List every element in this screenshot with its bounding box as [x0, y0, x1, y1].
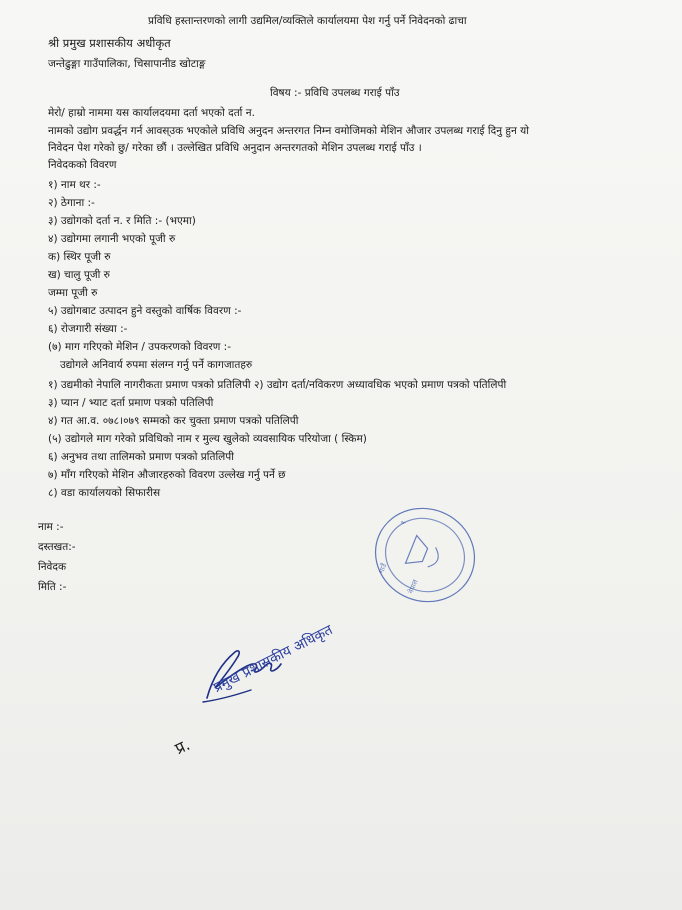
attachment-item: १) उद्यमीको नेपालि नागरीकता प्रमाण पत्रको प्रतिलिपी २) उद्योग दर्ता/नविकरण अध्यावधिक भएको प्रमाण पत्रको पतिलिपी — [48, 379, 507, 391]
detail-item: ६) रोजगारी संख्या :- — [48, 323, 128, 335]
recipient-name: श्री प्रमुख प्रशासकीय अधीकृत — [48, 36, 171, 50]
sig-date-label: मिति :- — [38, 581, 67, 593]
sig-name-label: नाम :- — [38, 521, 64, 533]
attachment-item: ७) माँग गरिएको मेशिन औजारहरुको विवरण उल्लेख गर्नु पर्ने छ — [48, 469, 286, 481]
detail-item: ४) उद्योगमा लगानी भएको पूजी रु — [48, 233, 176, 245]
attachment-item: ४) गत आ.व. ०७८।०७९ सम्मको कर चुक्ता प्रमाण पत्रको पतिलिपी — [48, 415, 299, 427]
subject-line: विषय :- प्रविधि उपलब्ध गराई पाँउ — [270, 87, 400, 99]
detail-item: ३) उद्योगको दर्ता न. र मिति :- (भएमा) — [48, 215, 196, 227]
attachment-item: ३) प्यान / भ्याट दर्ता प्रमाण पत्रको पतिलिपी — [48, 397, 214, 409]
details-heading: निवेदकको विवरण — [48, 159, 117, 171]
document-title: प्रविधि हस्तान्तरणको लागी उद्यमिल/व्यक्तिले कार्यालयमा पेश गर्नु पर्ने निवेदनको ढाचा — [148, 15, 467, 27]
svg-text:गाउँ: गाउँ — [377, 562, 389, 575]
officer-title: प्रमुख प्रशासकीय अधिकृत — [210, 622, 336, 697]
intro-line-2: नामको उद्योग प्रवर्द्धन गर्न आवस्उक भएकोले प्रविधि अनुदन अन्तरगत निम्न वमोजिमको मेशिन औजार उपलब्ध गराई दिनु हुन यो — [48, 125, 529, 137]
attachment-item: (५) उद्योगले माग गरेको प्रविधिको नाम र मुल्य खुलेको व्यवसायिक परियोजा ( स्किम) — [48, 433, 367, 445]
detail-item: जम्मा पूजी रु — [48, 287, 98, 299]
sig-signature-label: दस्तखत:- — [38, 541, 76, 553]
detail-item: (७) माग गरिएको मेशिन / उपकरणको विवरण :- — [48, 341, 232, 353]
officer-prefix: प्र. — [171, 734, 193, 759]
intro-line-3: निवेदन पेश गरेको छु/ गरेका छौं । उल्लेखित प्रविधि अनुदान अन्तरगतको मेशिन उपलब्ध गराई पाँउ । — [48, 142, 422, 154]
detail-item: १) नाम थर :- — [48, 179, 101, 191]
detail-item: २) ठेगाना :- — [48, 197, 95, 209]
detail-item: ५) उद्योगबाट उत्पादन हुने वस्तुको वार्षिक विवरण :- — [48, 305, 242, 317]
intro-line-1: मेरो/ हाम्रो नाममा यस कार्यालदयमा दर्ता भएको दर्ता न. — [48, 107, 255, 119]
svg-text:१: १ — [399, 519, 408, 526]
recipient-address: जन्तेढुङ्गा गाउँपालिका, चिसापानीड खोटाङ्ग — [48, 58, 206, 70]
attachment-item: ८) वडा कार्यालयको सिफारीस — [48, 487, 161, 499]
svg-text:नेपाल: नेपाल — [406, 578, 420, 595]
detail-item: क) स्थिर पूजी रु — [48, 251, 111, 263]
office-stamp — [353, 483, 496, 626]
attachment-item: ६) अनुभव तथा तालिमको प्रमाण पत्रको प्रतिलिपी — [48, 451, 234, 463]
attachments-heading: उद्योगले अनिवार्य रुपमा संलग्न गर्नु पर्ने कागजातहरु — [60, 359, 253, 371]
sig-applicant-label: निवेदक — [38, 561, 67, 573]
stamp-seal — [353, 483, 496, 626]
detail-item: ख) चालु पूजी रु — [48, 269, 110, 281]
